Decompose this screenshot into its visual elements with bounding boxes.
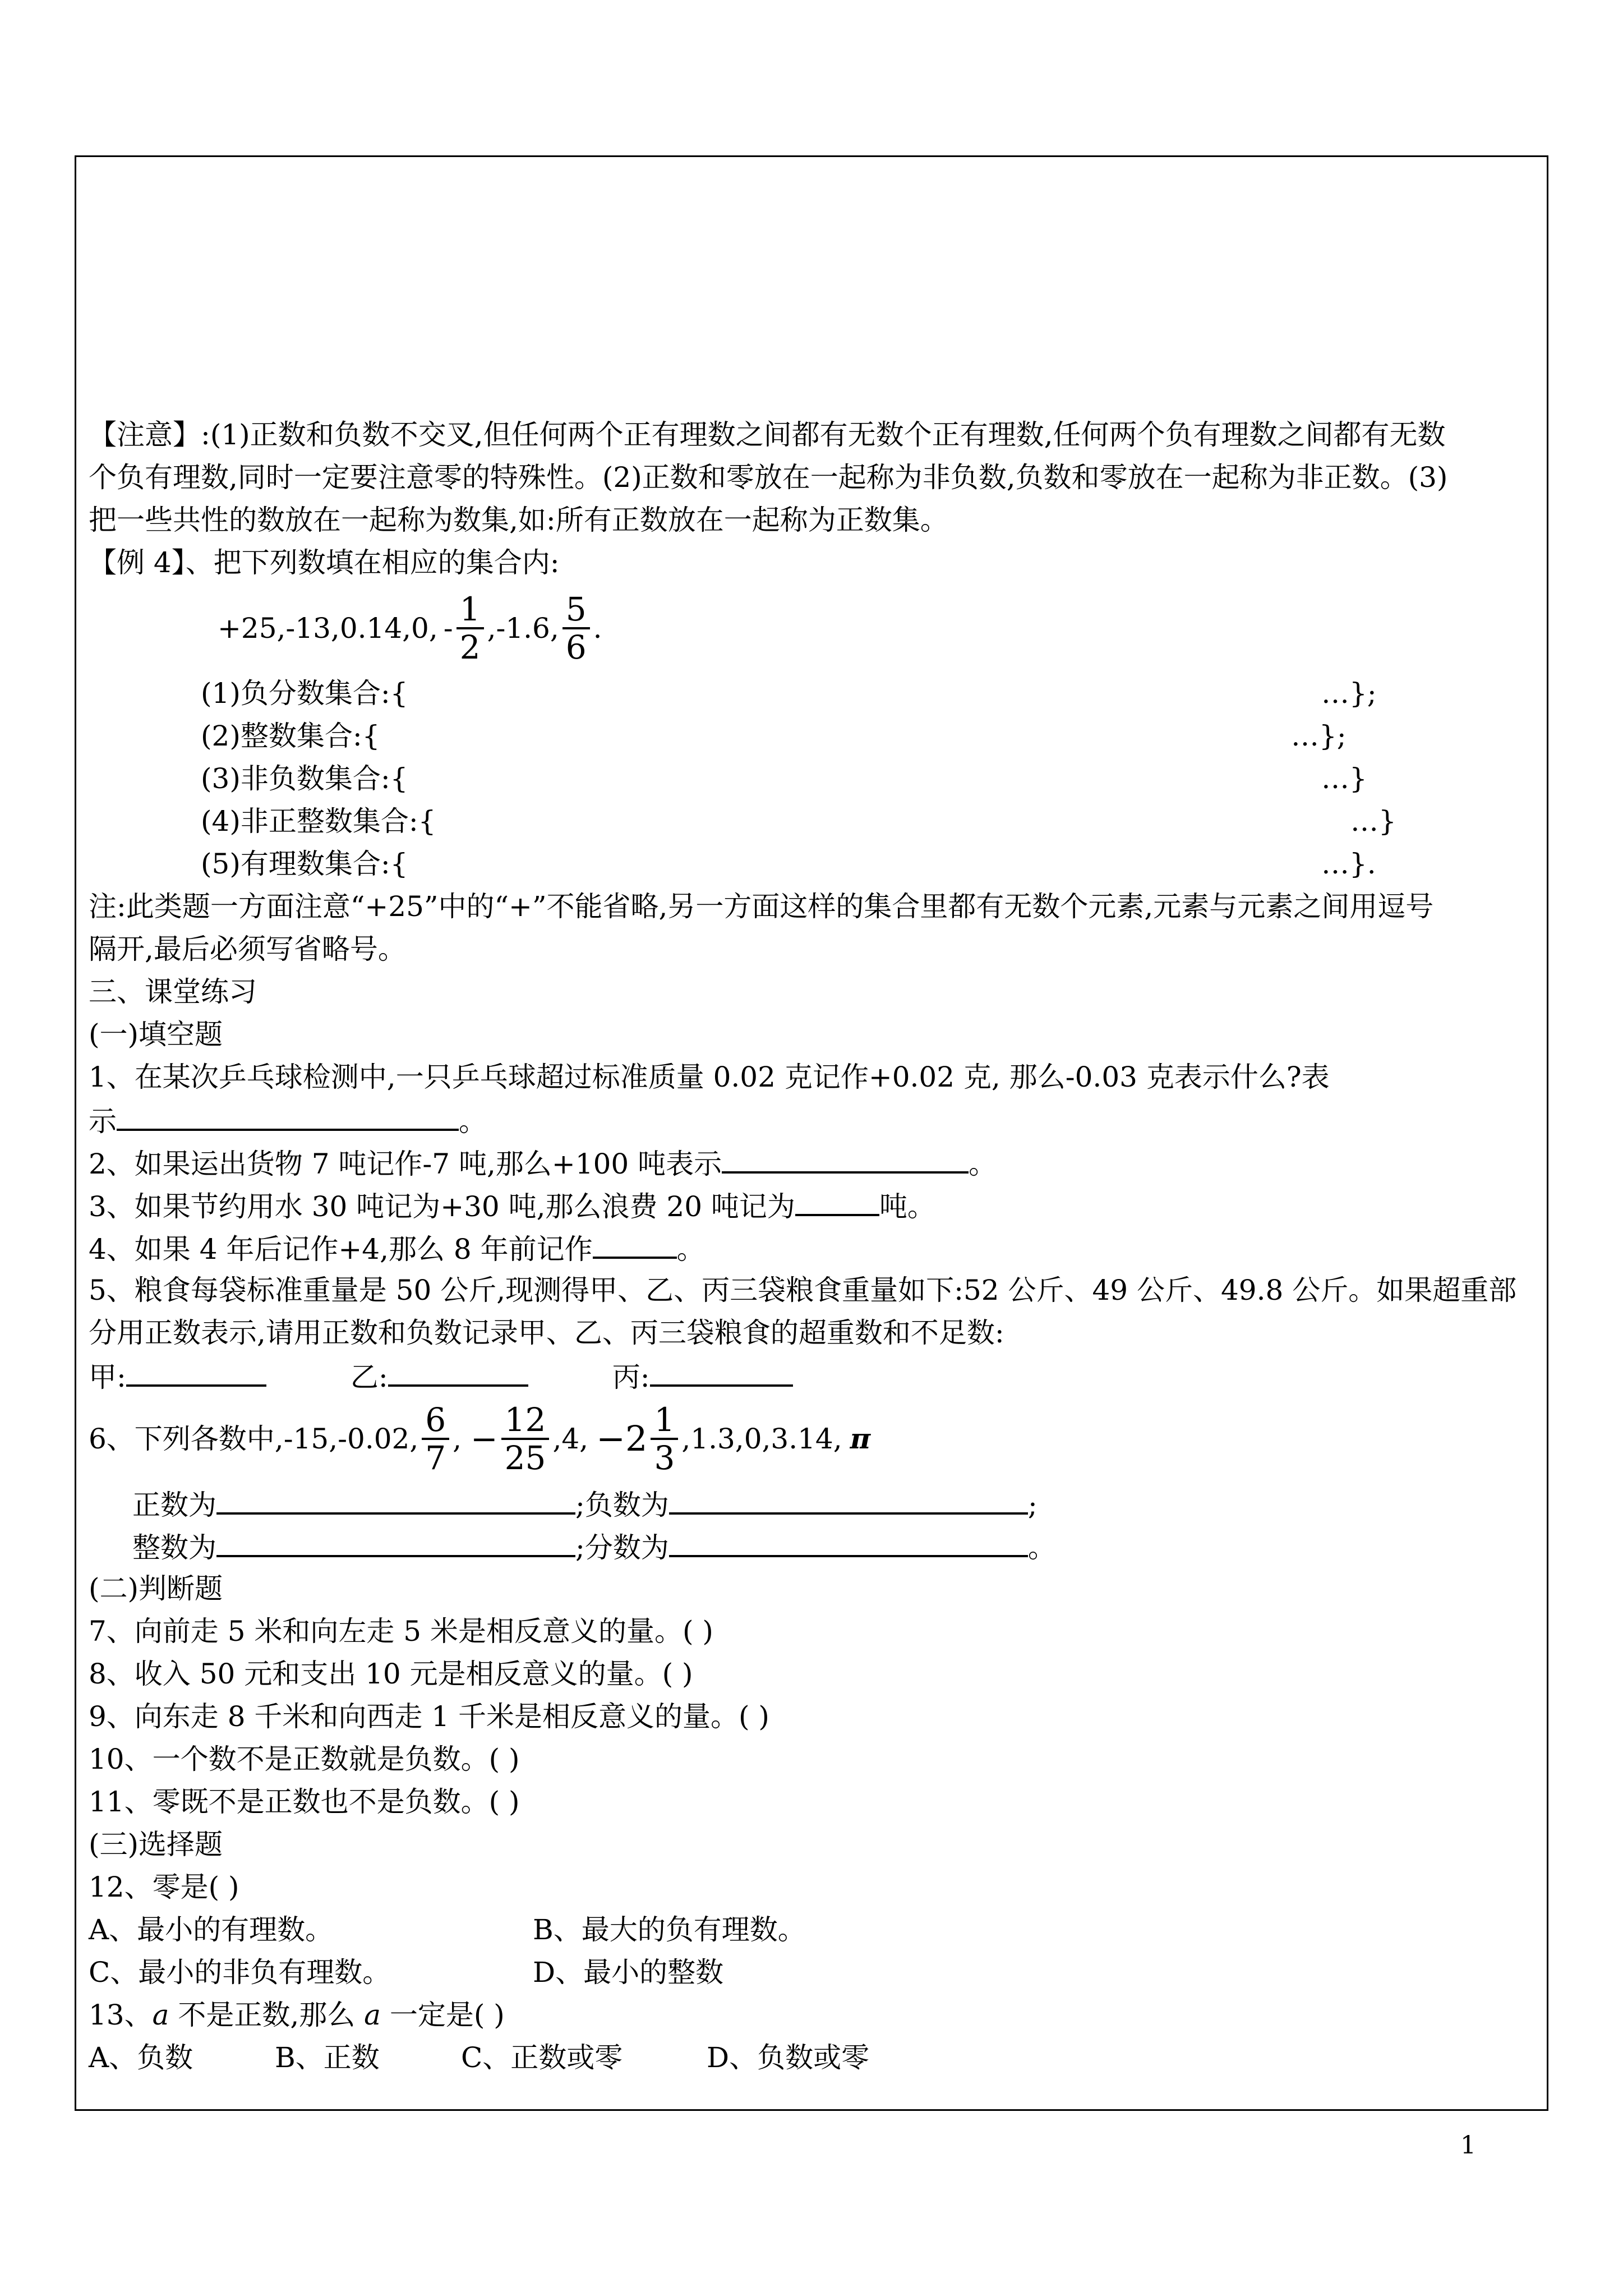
example-4-numbers bbox=[218, 586, 602, 670]
q6-mixed-whole: −2 bbox=[596, 1418, 648, 1459]
q5-bing-label: 丙: bbox=[612, 1361, 650, 1393]
q5-bing-blank[interactable] bbox=[650, 1359, 793, 1387]
judge-item-8: 8、收入 50 元和支出 10 元是相反意义的量。( ) bbox=[89, 1658, 693, 1690]
frac-num: 6 bbox=[422, 1402, 449, 1440]
choice-header: (三)选择题 bbox=[89, 1828, 223, 1861]
q6-frac-label: ;分数为 bbox=[575, 1531, 669, 1564]
note-line-3: 把一些共性的数放在一起称为数集,如:所有正数放在一起称为正数集。 bbox=[89, 504, 948, 536]
q5-line-1: 5、粮食每袋标准重量是 50 公斤,现测得甲、乙、丙三袋粮食重量如下:52 公斤、49 公斤、49.8 公斤。如果超重部 bbox=[89, 1274, 1517, 1306]
example-4-title: 【例 4】、把下列数填在相应的集合内: bbox=[89, 546, 560, 579]
q2-post: 。 bbox=[969, 1148, 997, 1180]
q6-positive-blank[interactable] bbox=[216, 1487, 575, 1515]
frac-num: 1 bbox=[651, 1402, 678, 1440]
q13 bbox=[89, 1998, 505, 2032]
q2 bbox=[89, 1145, 997, 1181]
q6-negative-blank[interactable] bbox=[669, 1487, 1028, 1515]
q6-mid: ,4, bbox=[552, 1423, 589, 1455]
q3-post: 吨。 bbox=[879, 1190, 935, 1223]
set-label-3: (3)非负数集合:{ bbox=[201, 762, 408, 795]
set-end-3: …} bbox=[1321, 762, 1367, 795]
frac-den: 25 bbox=[504, 1439, 546, 1477]
set-label-4: (4)非正整数集合:{ bbox=[201, 805, 436, 838]
q6-integer-blank[interactable] bbox=[216, 1529, 575, 1557]
q13-option-c[interactable]: C、正数或零 bbox=[461, 2041, 623, 2074]
q6-int-label: 整数为 bbox=[132, 1531, 216, 1564]
q4 bbox=[89, 1231, 705, 1266]
set-end-1: …}; bbox=[1321, 677, 1377, 710]
q3-answer-blank[interactable] bbox=[795, 1188, 879, 1216]
q3 bbox=[89, 1188, 935, 1223]
q6-row-2 bbox=[132, 1529, 1056, 1565]
q6-neg-label: ;负数为 bbox=[575, 1489, 669, 1521]
q5-yi-blank[interactable] bbox=[388, 1359, 528, 1387]
q12-option-b[interactable]: B、最大的负有理数。 bbox=[533, 1913, 806, 1946]
q6-numbers bbox=[89, 1397, 870, 1481]
set-end-5: …}. bbox=[1321, 848, 1376, 880]
q2-answer-blank[interactable] bbox=[722, 1145, 969, 1174]
fill-header: (一)填空题 bbox=[89, 1018, 223, 1051]
frac-num: 1 bbox=[457, 591, 484, 629]
q12-option-c[interactable]: C、最小的非负有理数。 bbox=[89, 1956, 391, 1989]
judge-item-7: 7、向前走 5 米和向左走 5 米是相反意义的量。( ) bbox=[89, 1615, 713, 1648]
q5-jia-blank[interactable] bbox=[126, 1359, 266, 1387]
q3-text: 3、如果节约用水 30 吨记为+30 吨,那么浪费 20 吨记为 bbox=[89, 1190, 795, 1223]
frac-den: 3 bbox=[654, 1439, 675, 1477]
judge-item-10: 10、一个数不是正数就是负数。( ) bbox=[89, 1743, 520, 1775]
q5-answers bbox=[89, 1359, 793, 1394]
q6-end: ,1.3,0,3.14, bbox=[681, 1423, 842, 1455]
q4-answer-blank[interactable] bbox=[593, 1231, 677, 1259]
q1-pre: 示 bbox=[89, 1105, 117, 1138]
q13-var-a-2: a bbox=[364, 1999, 381, 2031]
q4-text: 4、如果 4 年后记作+4,那么 8 年前记作 bbox=[89, 1233, 593, 1266]
q13-post: 一定是( ) bbox=[380, 1999, 505, 2031]
q13-mid: 不是正数,那么 bbox=[169, 1999, 365, 2031]
q6-fraction-blank[interactable] bbox=[669, 1529, 1028, 1557]
fraction-5-6 bbox=[562, 591, 590, 665]
q12-option-a[interactable]: A、最小的有理数。 bbox=[89, 1913, 334, 1946]
q5-jia-label: 甲: bbox=[89, 1361, 126, 1393]
frac-den: 7 bbox=[425, 1439, 446, 1477]
q2-text: 2、如果运出货物 7 吨记作-7 吨,那么+100 吨表示 bbox=[89, 1148, 722, 1180]
set-label-2: (2)整数集合:{ bbox=[201, 720, 380, 752]
judge-item-11: 11、零既不是正数也不是负数。( ) bbox=[89, 1786, 520, 1818]
q12-option-d[interactable]: D、最小的整数 bbox=[533, 1956, 724, 1989]
numbers-middle: ,-1.6, bbox=[487, 612, 559, 645]
frac-den: 6 bbox=[565, 628, 587, 666]
frac-num: 12 bbox=[501, 1402, 550, 1440]
judge-item-9: 9、向东走 8 千米和向西走 1 千米是相反意义的量。( ) bbox=[89, 1700, 769, 1733]
q6-pre: 6、下列各数中,-15,-0.02, bbox=[89, 1423, 419, 1455]
set-label-1: (1)负分数集合:{ bbox=[201, 677, 408, 710]
frac-num: 5 bbox=[562, 591, 590, 629]
q13-pre: 13、 bbox=[89, 1999, 153, 2031]
q12: 12、零是( ) bbox=[89, 1871, 239, 1903]
judge-header: (二)判断题 bbox=[89, 1572, 223, 1605]
example-4-note-2: 隔开,最后必须写省略号。 bbox=[89, 933, 406, 965]
fraction-6-7 bbox=[422, 1402, 449, 1476]
q1-post: 。 bbox=[459, 1105, 487, 1138]
q6-pos-label: 正数为 bbox=[132, 1489, 216, 1521]
frac-den: 2 bbox=[459, 628, 481, 666]
page-number: 1 bbox=[1460, 2131, 1476, 2160]
set-label-5: (5)有理数集合:{ bbox=[201, 848, 408, 880]
q5-yi-label: 乙: bbox=[350, 1361, 388, 1393]
q1-line-2 bbox=[89, 1103, 487, 1138]
q1-answer-blank[interactable] bbox=[117, 1103, 459, 1131]
set-end-2: …}; bbox=[1291, 720, 1347, 752]
q5-line-2: 分用正数表示,请用正数和负数记录甲、乙、丙三袋粮食的超重数和不足数: bbox=[89, 1317, 1004, 1349]
fraction-1-2 bbox=[457, 591, 484, 665]
fraction-12-25 bbox=[501, 1402, 550, 1476]
q13-var-a: a bbox=[152, 1999, 169, 2031]
note-line-2: 个负有理数,同时一定要注意零的特殊性。(2)正数和零放在一起称为非负数,负数和零放在一起称为非正数。(3) bbox=[89, 461, 1448, 494]
q6-row-1 bbox=[132, 1487, 1038, 1522]
q6-sep-1: , bbox=[453, 1423, 462, 1455]
q1-line-1: 1、在某次乒乓球检测中,一只乒乓球超过标准质量 0.02 克记作+0.02 克, 那么-0.03 克表示什么?表 bbox=[89, 1061, 1330, 1093]
q13-option-d[interactable]: D、负数或零 bbox=[707, 2041, 870, 2074]
fraction-1-3 bbox=[651, 1402, 678, 1476]
q13-option-b[interactable]: B、正数 bbox=[275, 2041, 380, 2074]
q6-neg: − bbox=[471, 1420, 498, 1458]
q13-option-a[interactable]: A、负数 bbox=[89, 2041, 193, 2074]
note-line-1: 【注意】:(1)正数和负数不交叉,但任何两个正有理数之间都有无数个正有理数,任何两个负有理数之间都有无数 bbox=[89, 418, 1446, 451]
q6-semi: ; bbox=[1027, 1489, 1038, 1521]
numbers-end: . bbox=[593, 612, 602, 645]
example-4-note-1: 注:此类题一方面注意“+25”中的“+”不能省略,另一方面这样的集合里都有无数个元素,元素与元素之间用逗号 bbox=[89, 890, 1434, 923]
set-end-4: …} bbox=[1350, 805, 1396, 838]
q4-post: 。 bbox=[676, 1233, 705, 1266]
neg-sign: - bbox=[443, 612, 453, 645]
section-3-heading: 三、课堂练习 bbox=[89, 976, 257, 1008]
q6-period: 。 bbox=[1027, 1531, 1056, 1564]
q6-pi: π bbox=[850, 1422, 871, 1455]
numbers-before: +25,-13,0.14,0, bbox=[218, 612, 438, 645]
